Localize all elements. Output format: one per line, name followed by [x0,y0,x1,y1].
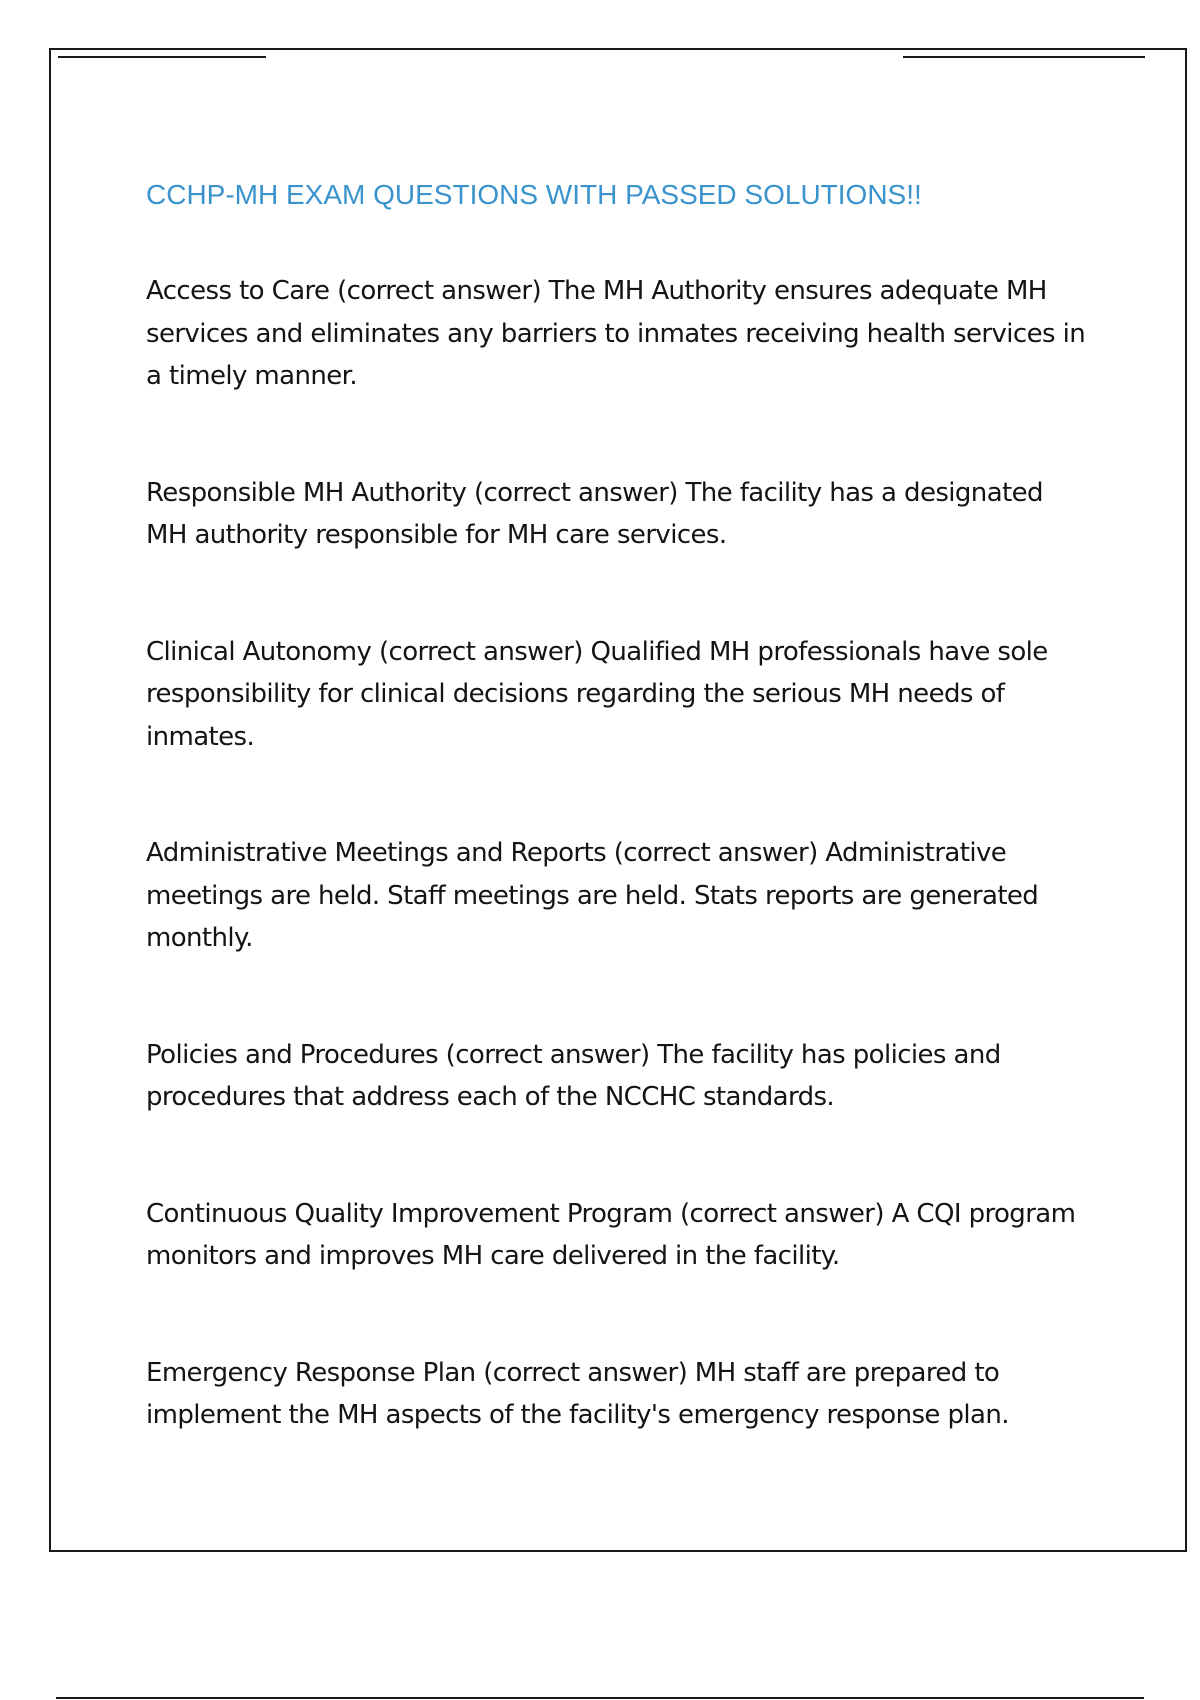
qa-item-cqi-program: Continuous Quality Improvement Program (correct answer) A CQI program monitors and improves MH care delivered in the facility. [146,1198,1076,1271]
qa-list [146,270,1086,1437]
qa-item-clinical-autonomy: Clinical Autonomy (correct answer) Qualified MH professionals have sole responsibility for clinical decisions regarding the serious MH needs of inmates. [146,636,1048,752]
qa-item-administrative-meetings: Administrative Meetings and Reports (correct answer) Administrative meetings are held. Staff meetings are held. Stats reports are generated monthly. [146,838,1039,953]
qa-item-policies-and-procedures: Policies and Procedures (correct answer) The facility has policies and procedures that address each of the NCCHC standards. [146,1039,1001,1112]
document-title: CCHP-MH EXAM QUESTIONS WITH PASSED SOLUTIONS!! [146,179,922,210]
qa-item-access-to-care: Access to Care (correct answer) The MH Authority ensures adequate MH services and eliminates any barriers to inmates receiving health services in a timely manner. [146,276,1086,391]
footer-rule [56,1697,1144,1699]
qa-item-responsible-mh-authority: Responsible MH Authority (correct answer) The facility has a designated MH authority responsible for MH care services. [146,477,1043,550]
qa-item-emergency-response-plan: Emergency Response Plan (correct answer) MH staff are prepared to implement the MH aspects of the facility's emergency response plan. [146,1357,1009,1430]
